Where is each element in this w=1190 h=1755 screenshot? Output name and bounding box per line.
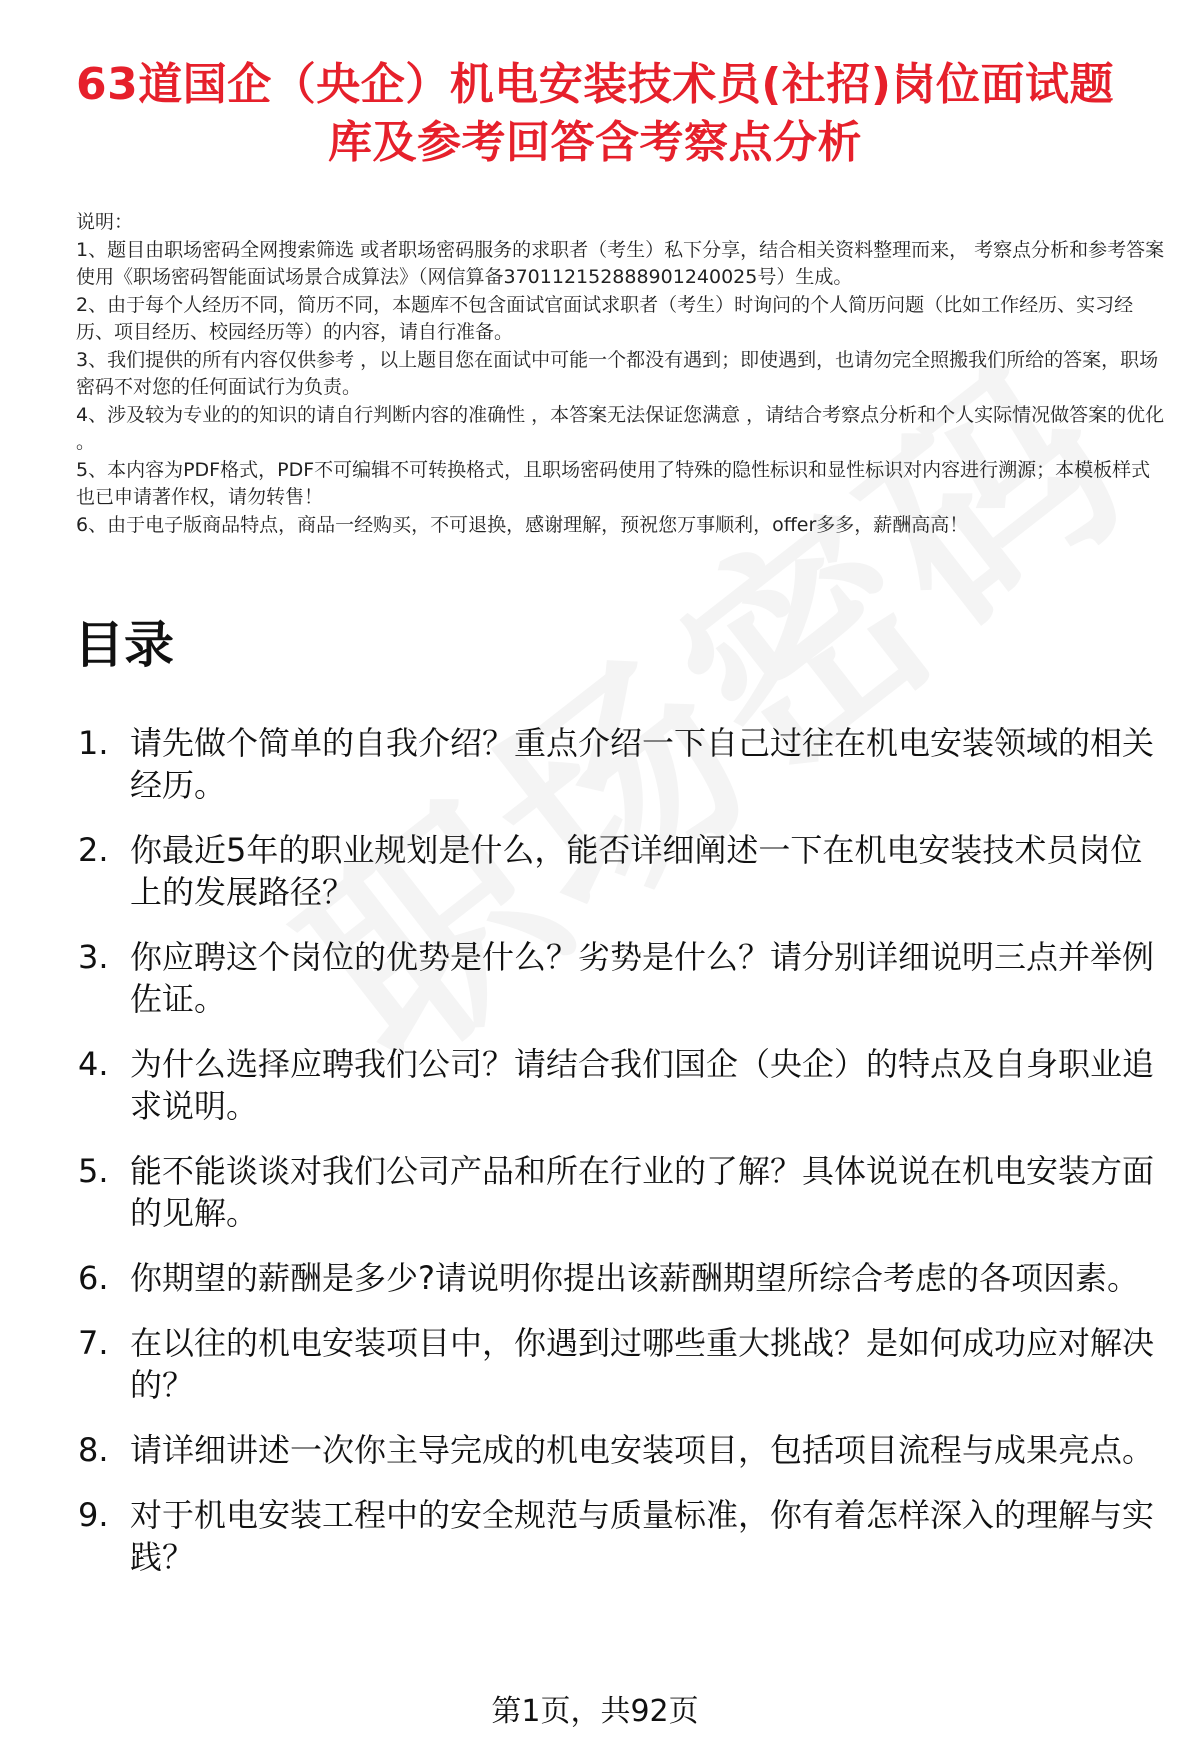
toc-item-text: 请详细讲述一次你主导完成的机电安装项目，包括项目流程与成果亮点。 xyxy=(130,1431,1155,1469)
notes-heading: 说明： xyxy=(76,211,134,233)
toc-item-number: 1. xyxy=(78,724,109,762)
notes-section xyxy=(76,209,1168,539)
toc-item-text: 能不能谈谈对我们公司产品和所在行业的了解？具体说说在机电安装方面的见解。 xyxy=(130,1152,1155,1232)
toc-item-text: 请先做个简单的自我介绍？重点介绍一下自己过往在机电安装领域的相关经历。 xyxy=(130,724,1155,804)
toc-item[interactable] xyxy=(78,722,1168,806)
note-item: 4、涉及较为专业的的知识的请自行判断内容的准确性 ，本答案无法保证您满意 ，请结合考察点分析和个人实际情况做答案的优化 。 xyxy=(76,403,1165,453)
toc-item-text: 在以往的机电安装项目中，你遇到过哪些重大挑战？是如何成功应对解决的？ xyxy=(130,1324,1155,1404)
toc-item[interactable] xyxy=(78,1322,1168,1406)
toc-item[interactable] xyxy=(78,1150,1168,1234)
document-title: 63道国企（央企）机电安装技术员(社招)岗位面试题库及参考回答含考察点分析 xyxy=(76,59,1114,168)
toc-list xyxy=(78,722,1168,1601)
toc-item-text: 你期望的薪酬是多少?请说明你提出该薪酬期望所综合考虑的各项因素。 xyxy=(130,1259,1139,1297)
toc-item-text: 为什么选择应聘我们公司？请结合我们国企（央企）的特点及自身职业追求说明。 xyxy=(130,1045,1155,1125)
toc-item-number: 3. xyxy=(78,938,109,976)
toc-item[interactable] xyxy=(78,1257,1168,1299)
page-number: 第1页，共92页 xyxy=(491,1694,699,1729)
toc-item-number: 7. xyxy=(78,1324,109,1362)
toc-item-text: 对于机电安装工程中的安全规范与质量标准，你有着怎样深入的理解与实践？ xyxy=(130,1496,1155,1576)
note-item: 6、由于电子版商品特点，商品一经购买，不可退换，感谢理解，预祝您万事顺利，offer多多，薪酬高高！ xyxy=(76,513,969,536)
toc-item-number: 6. xyxy=(78,1259,109,1297)
note-item: 1、题目由职场密码全网搜索筛选 或者职场密码服务的求职者（考生）私下分享，结合相关资料整理而来， 考察点分析和参考答案使用《职场密码智能面试场景合成算法》（网信算备370112152888901240025号）生成。 xyxy=(76,238,1165,288)
toc-item[interactable] xyxy=(78,1494,1168,1578)
toc-item-number: 5. xyxy=(78,1152,109,1190)
toc-item[interactable] xyxy=(78,829,1168,913)
toc-item[interactable] xyxy=(78,936,1168,1020)
note-item: 5、本内容为PDF格式，PDF不可编辑不可转换格式，且职场密码使用了特殊的隐性标识和显性标识对内容进行溯源；本模板样式也已申请著作权，请勿转售！ xyxy=(76,458,1151,508)
toc-item-text: 你应聘这个岗位的优势是什么？劣势是什么？请分别详细说明三点并举例佐证。 xyxy=(130,938,1155,1018)
toc-item[interactable] xyxy=(78,1429,1168,1471)
toc-item-number: 9. xyxy=(78,1496,109,1534)
toc-item-number: 2. xyxy=(78,831,109,869)
note-item: 2、由于每个人经历不同，简历不同，本题库不包含面试官面试求职者（考生）时询问的个人简历问题（比如工作经历、实习经历、项目经历、校园经历等）的内容，请自行准备。 xyxy=(76,293,1134,343)
toc-item-number: 8. xyxy=(78,1431,109,1469)
toc-item[interactable] xyxy=(78,1043,1168,1127)
note-item: 3、我们提供的所有内容仅供参考 ，以上题目您在面试中可能一个都没有遇到；即使遇到，也请勿完全照搬我们所给的答案，职场密码不对您的任何面试行为负责。 xyxy=(76,348,1159,398)
toc-item-text: 你最近5年的职业规划是什么，能否详细阐述一下在机电安装技术员岗位上的发展路径？ xyxy=(130,831,1143,911)
toc-item-number: 4. xyxy=(78,1045,109,1083)
toc-heading: 目录 xyxy=(74,616,174,674)
